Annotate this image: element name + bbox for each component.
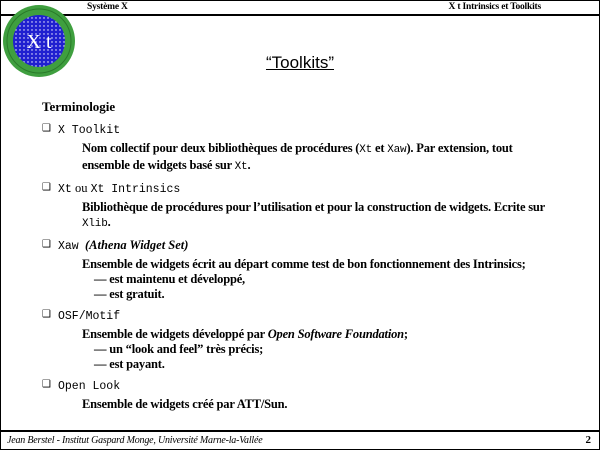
page-number: 2 bbox=[585, 434, 591, 446]
footer-rule bbox=[1, 430, 599, 432]
box-bullet-icon: ❑ bbox=[42, 182, 51, 193]
box-bullet-icon: ❑ bbox=[42, 123, 51, 134]
term-description: Ensemble de widgets développé par Open Software Foundation; — un “look and feel” très précis; — est payant. bbox=[82, 327, 408, 371]
term-description: Nom collectif pour deux bibliothèques de procédures (Xt et Xaw). Par extension, tout ensemble de widgets basé sur Xt. bbox=[82, 141, 513, 173]
list-item bbox=[42, 121, 592, 178]
list-item bbox=[42, 307, 592, 375]
term-name: X Toolkit bbox=[58, 124, 121, 137]
logo-text: X t bbox=[26, 31, 52, 53]
term-name: Xaw bbox=[58, 240, 79, 253]
footer-author: Jean Berstel - Institut Gaspard Monge, Université Marne-la-Vallée bbox=[7, 435, 263, 446]
term-name: OSF/Motif bbox=[58, 310, 121, 323]
header-left-title: Système X bbox=[87, 2, 128, 12]
box-bullet-icon: ❑ bbox=[42, 239, 51, 250]
list-item bbox=[42, 237, 592, 305]
list-item bbox=[42, 377, 592, 415]
term-name: Xt bbox=[58, 183, 72, 196]
box-bullet-icon: ❑ bbox=[42, 379, 51, 390]
box-bullet-icon: ❑ bbox=[42, 309, 51, 320]
term-subtitle: (Athena Widget Set) bbox=[84, 238, 189, 252]
header-right-title: X t Intrinsics et Toolkits bbox=[448, 2, 541, 12]
term-description: Ensemble de widgets écrit au départ comme test de bon fonctionnement des Intrinsics; — est maintenu et développé, — est gratuit. bbox=[82, 257, 526, 301]
header-rule bbox=[1, 14, 599, 16]
slide-title: “Toolkits” bbox=[265, 53, 334, 72]
term-name-alt: Xt Intrinsics bbox=[90, 183, 181, 196]
terminology-list bbox=[42, 121, 592, 417]
term-description: Ensemble de widgets créé par ATT/Sun. bbox=[82, 397, 288, 411]
term-name: Open Look bbox=[58, 380, 121, 393]
section-title: Terminologie bbox=[42, 99, 116, 114]
list-item: ❑ Xt ou Xt Intrinsics Bibliothèque de procédures pour l’utilisation et pour la construction de widgets. Ecrite sur Xlib. bbox=[42, 180, 592, 235]
term-description: Bibliothèque de procédures pour l’utilisation et pour la construction de widgets. Ecrite sur Xlib. bbox=[82, 200, 545, 230]
